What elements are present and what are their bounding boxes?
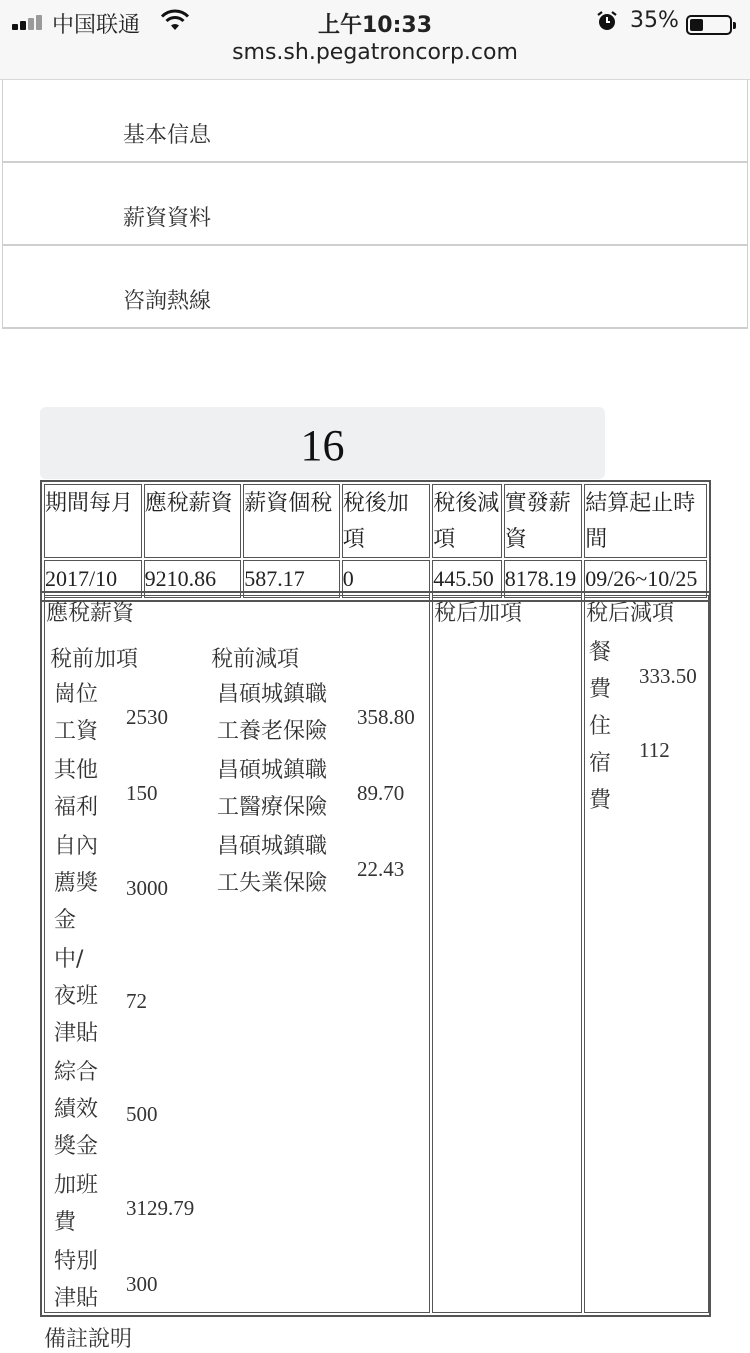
after-tax-deduct-item bbox=[589, 634, 729, 708]
menu-item-salary-data[interactable] bbox=[2, 163, 748, 246]
column-title: 稅后減項 bbox=[586, 601, 675, 626]
pre-tax-deduct-title: 稅前減項 bbox=[211, 647, 300, 672]
period-header bbox=[40, 407, 605, 479]
value-cell: 2017/10 bbox=[44, 560, 142, 598]
item-value: 3129.79 bbox=[126, 1196, 195, 1220]
pre-tax-add-item bbox=[54, 1054, 216, 1165]
nav-menu bbox=[2, 80, 748, 329]
item-name: 特別津貼 bbox=[54, 1249, 99, 1311]
item-value: 150 bbox=[126, 781, 158, 805]
item-name: 自內薦獎金 bbox=[54, 834, 99, 933]
item-name: 餐費 bbox=[589, 640, 612, 702]
header-cell: 結算起止時間 bbox=[584, 484, 707, 558]
pre-tax-add-item bbox=[54, 752, 216, 826]
value-cell: 09/26~10/25 bbox=[584, 560, 707, 598]
menu-item-hotline[interactable] bbox=[2, 246, 748, 329]
item-value: 2530 bbox=[126, 705, 168, 729]
pre-tax-deduct-item bbox=[217, 828, 447, 902]
item-name: 昌碩城鎮職工養老保險 bbox=[217, 682, 328, 744]
pre-tax-deduct-item bbox=[217, 676, 447, 750]
value-cell: 587.17 bbox=[243, 560, 340, 598]
item-value: 3000 bbox=[126, 876, 168, 900]
menu-item-label: 咨詢熱線 bbox=[123, 289, 212, 314]
browser-top-bar bbox=[0, 0, 750, 80]
item-value: 358.80 bbox=[357, 705, 415, 729]
pre-tax-deduct-item bbox=[217, 752, 447, 826]
pre-tax-add-title: 稅前加項 bbox=[50, 647, 139, 672]
item-value: 72 bbox=[126, 989, 147, 1013]
menu-item-label: 薪資資料 bbox=[123, 206, 212, 231]
item-value: 333.50 bbox=[639, 664, 697, 688]
item-name: 加班費 bbox=[54, 1173, 99, 1235]
menu-item-basic-info[interactable] bbox=[2, 80, 748, 163]
header-cell: 應稅薪資 bbox=[144, 484, 242, 558]
after-tax-deduct-item bbox=[589, 708, 729, 819]
column-title: 應稅薪資 bbox=[46, 601, 135, 626]
item-name: 綜合績效獎金 bbox=[54, 1060, 99, 1159]
status-bar bbox=[0, 6, 750, 36]
period-number: 16 bbox=[300, 421, 345, 470]
item-value: 112 bbox=[639, 738, 670, 762]
item-name: 其他福利 bbox=[54, 758, 99, 820]
header-cell: 薪資個稅 bbox=[243, 484, 340, 558]
value-cell: 8178.19 bbox=[504, 560, 582, 598]
status-time: 上午10:33 bbox=[317, 13, 433, 38]
carrier-name: 中国联通 bbox=[52, 13, 141, 38]
pre-tax-add-item bbox=[54, 828, 216, 939]
after-tax-add-column bbox=[432, 595, 582, 1313]
item-name: 住宿費 bbox=[589, 714, 612, 813]
item-name: 昌碩城鎮職工失業保險 bbox=[217, 834, 328, 896]
header-cell: 稅後減項 bbox=[432, 484, 501, 558]
battery-percent: 35% bbox=[630, 8, 679, 33]
item-value: 500 bbox=[126, 1102, 158, 1126]
salary-summary-table bbox=[40, 480, 711, 602]
pre-tax-add-item bbox=[54, 1167, 216, 1241]
item-name: 崗位工資 bbox=[54, 682, 99, 744]
column-title: 稅后加項 bbox=[434, 601, 523, 626]
summary-header-row bbox=[44, 484, 707, 558]
url-bar[interactable]: sms.sh.pegatroncorp.com bbox=[232, 40, 518, 65]
item-value: 22.43 bbox=[357, 857, 405, 881]
battery-icon bbox=[686, 15, 732, 35]
item-name: 昌碩城鎮職工醫療保險 bbox=[217, 758, 328, 820]
pre-tax-add-item bbox=[54, 941, 216, 1052]
pre-tax-add-item bbox=[54, 1243, 216, 1317]
item-name: 中/夜班津貼 bbox=[54, 947, 99, 1046]
header-cell: 期間每月 bbox=[44, 484, 142, 558]
item-value: 300 bbox=[126, 1272, 158, 1296]
menu-item-label: 基本信息 bbox=[123, 123, 212, 148]
footnote-title: 備註說明 bbox=[44, 1327, 133, 1352]
salary-detail-table bbox=[40, 591, 711, 1317]
after-tax-deduct-column bbox=[584, 595, 709, 1313]
header-cell: 實發薪資 bbox=[504, 484, 582, 558]
pre-tax-add-item bbox=[54, 676, 216, 750]
item-value: 89.70 bbox=[357, 781, 405, 805]
value-cell: 0 bbox=[342, 560, 431, 598]
value-cell: 445.50 bbox=[432, 560, 501, 598]
value-cell: 9210.86 bbox=[144, 560, 242, 598]
header-cell: 稅後加項 bbox=[342, 484, 431, 558]
taxable-salary-column bbox=[44, 595, 430, 1313]
alarm-icon bbox=[596, 10, 618, 32]
